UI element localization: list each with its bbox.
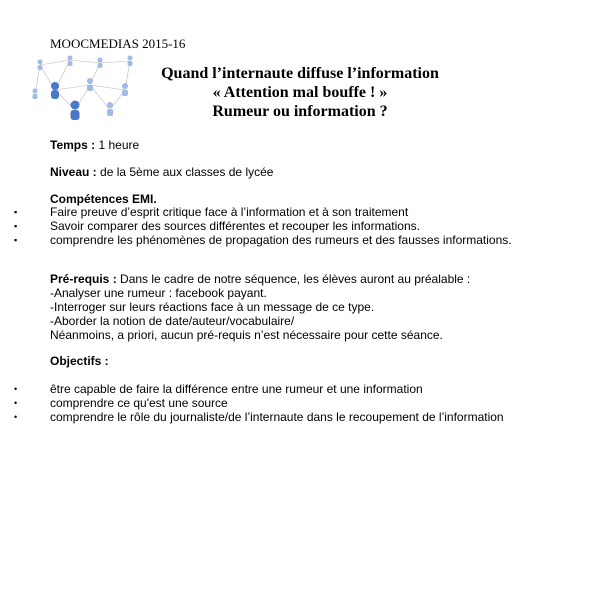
bullet-icon: ▪ bbox=[14, 235, 18, 245]
bullet-icon: • bbox=[14, 384, 18, 394]
prerequis-section bbox=[50, 272, 590, 342]
title-line-2: « Attention mal bouffe ! » bbox=[212, 84, 388, 101]
network-people-illustration bbox=[30, 55, 150, 120]
list-item: ▪ Savoir comparer des sources différentes et recouper les informations. bbox=[14, 219, 420, 233]
temps-field bbox=[50, 138, 139, 152]
bullet-icon: ▪ bbox=[14, 207, 18, 217]
niveau-label: Niveau : bbox=[50, 165, 97, 179]
competences-heading: Compétences EMI. bbox=[50, 192, 157, 206]
temps-value: 1 heure bbox=[95, 138, 140, 152]
competences-list bbox=[14, 205, 512, 247]
bullet-icon: • bbox=[14, 398, 18, 408]
bullet-icon: • bbox=[14, 412, 18, 422]
prerequis-line: Néanmoins, a priori, aucun pré-requis n’est nécessaire pour cette séance. bbox=[50, 328, 443, 342]
niveau-field bbox=[50, 165, 273, 179]
objectifs-list bbox=[14, 382, 504, 424]
prerequis-line: -Analyser une rumeur : facebook payant. bbox=[50, 286, 267, 300]
list-item: • comprendre ce qu'est une source bbox=[14, 396, 228, 410]
niveau-value: de la 5ème aux classes de lycée bbox=[96, 165, 274, 179]
prerequis-line: -Interroger sur leurs réactions face à un message de ce type. bbox=[50, 300, 375, 314]
objectifs-heading: Objectifs : bbox=[50, 354, 109, 368]
header-meta: MOOCMEDIAS 2015-16 bbox=[50, 36, 186, 51]
prerequis-intro: Dans le cadre de notre séquence, les élèves auront au préalable : bbox=[116, 272, 471, 286]
list-item: • comprendre le rôle du journaliste/de l’internaute dans le recoupement de l’information bbox=[14, 410, 504, 424]
title-line-1: Quand l’internaute diffuse l’information bbox=[161, 65, 439, 82]
document-title bbox=[150, 64, 450, 121]
prerequis-label: Pré-requis : bbox=[50, 272, 117, 286]
list-item: ▪ Faire preuve d’esprit critique face à l’information et à son traitement bbox=[14, 205, 409, 219]
bullet-icon: ▪ bbox=[14, 221, 18, 231]
temps-label: Temps : bbox=[50, 138, 96, 152]
title-line-3: Rumeur ou information ? bbox=[212, 103, 388, 120]
list-item: • être capable de faire la différence entre une rumeur et une information bbox=[14, 382, 423, 396]
list-item: ▪ comprendre les phénomènes de propagation des rumeurs et des fausses informations. bbox=[14, 233, 512, 247]
prerequis-line: -Aborder la notion de date/auteur/vocabulaire/ bbox=[50, 314, 295, 328]
